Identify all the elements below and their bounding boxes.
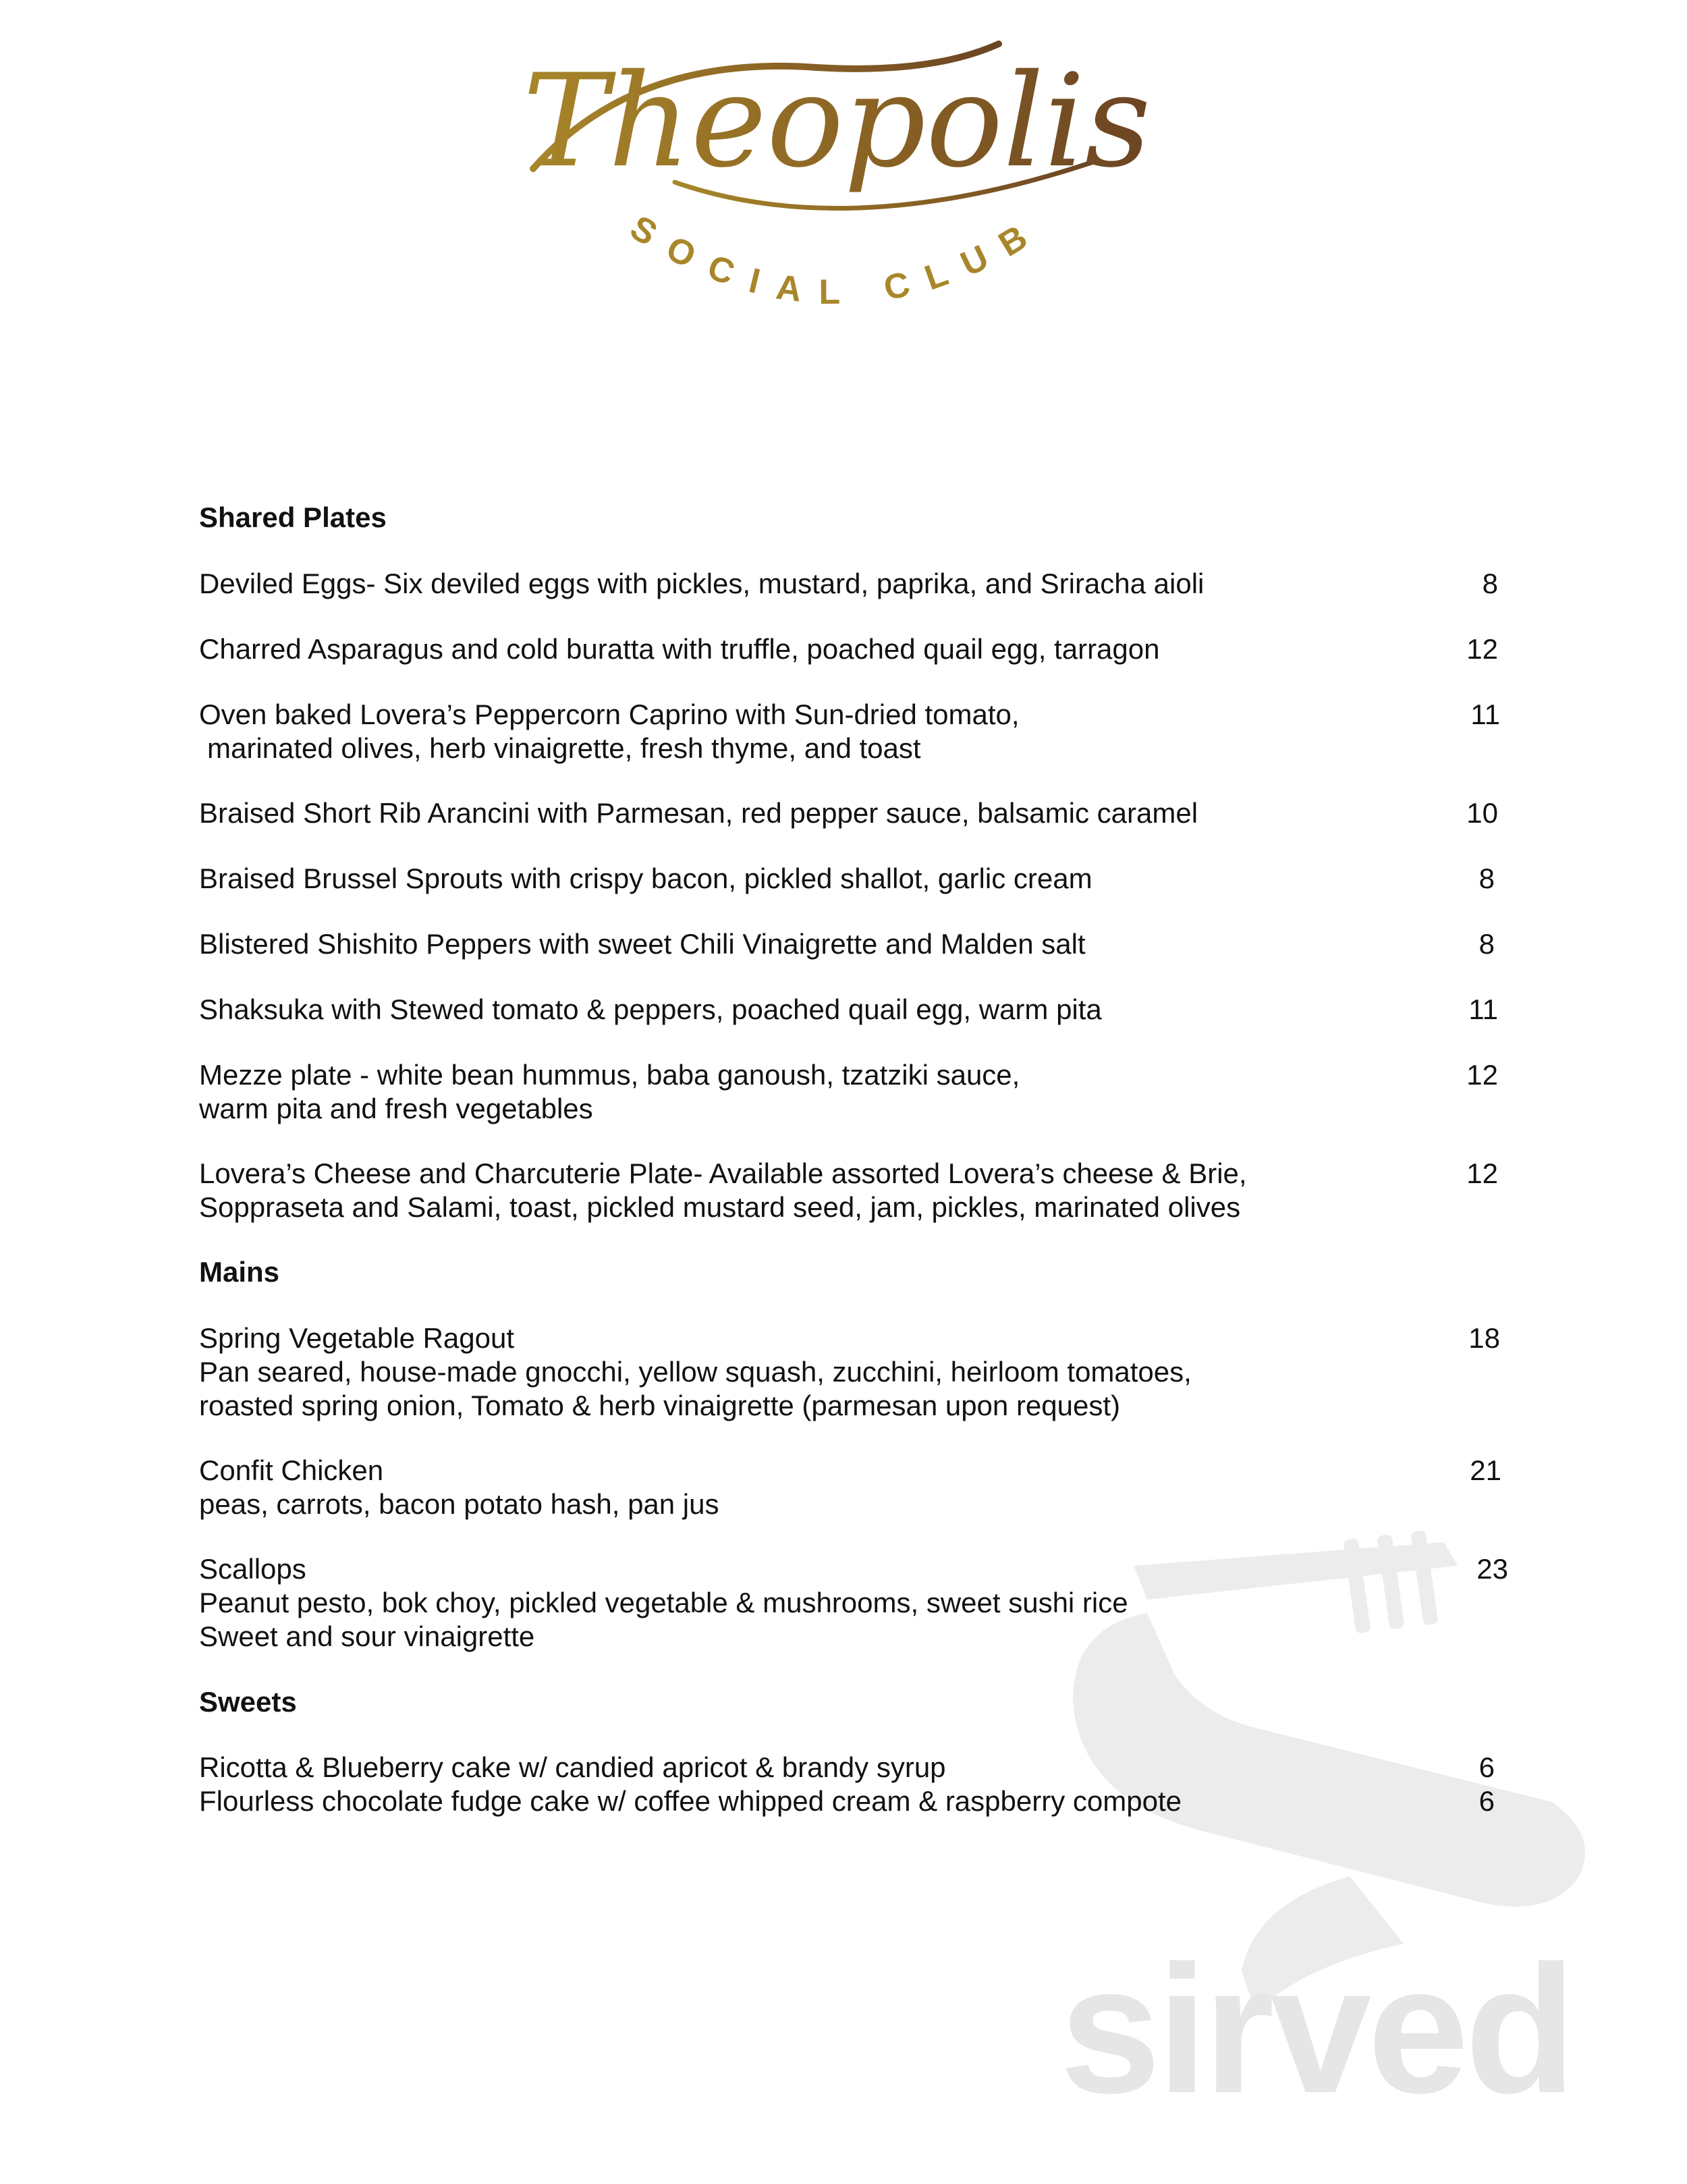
menu-item-description: marinated olives, herb vinaigrette, fresh thyme, and toast — [207, 732, 921, 764]
menu-item-price: 10 — [1466, 797, 1498, 829]
menu-item-name: Charred Asparagus and cold buratta with truffle, poached quail egg, tarragon — [199, 633, 1160, 665]
menu-item-price: 23 — [1476, 1553, 1508, 1585]
menu-item-price: 12 — [1466, 1157, 1498, 1189]
menu-item-price: 8 — [1478, 928, 1495, 960]
menu-item-name: Braised Short Rib Arancini with Parmesan, red pepper sauce, balsamic caramel — [199, 797, 1198, 829]
menu-item-description: Pan seared, house-made gnocchi, yellow squash, zucchini, heirloom tomatoes, — [199, 1356, 1192, 1388]
menu-item-description: roasted spring onion, Tomato & herb vinaigrette (parmesan upon request) — [199, 1390, 1121, 1421]
brand-name: Theopolis — [522, 47, 1151, 196]
menu-item-name: Blistered Shishito Peppers with sweet Chili Vinaigrette and Malden salt — [199, 928, 1086, 960]
menu-item-price: 6 — [1478, 1785, 1495, 1817]
menu-item-description: Peanut pesto, bok choy, pickled vegetable & mushrooms, sweet sushi rice — [199, 1587, 1128, 1618]
menu-item-name: Flourless chocolate fudge cake w/ coffee whipped cream & raspberry compote — [199, 1785, 1182, 1817]
menu-item-description: warm pita and fresh vegetables — [199, 1093, 593, 1124]
menu-item-description: Soppraseta and Salami, toast, pickled mustard seed, jam, pickles, marinated olives — [199, 1191, 1241, 1223]
brand-subtitle: SOCIAL CLUB — [623, 208, 1051, 312]
section-title-mains: Mains — [199, 1256, 280, 1288]
menu-item-name: Ricotta & Blueberry cake w/ candied apricot & brandy syrup — [199, 1751, 946, 1783]
menu-item-price: 8 — [1482, 568, 1498, 599]
menu-item-price: 18 — [1468, 1322, 1500, 1354]
menu-item-name: Scallops — [199, 1553, 306, 1585]
menu-item-price: 21 — [1470, 1454, 1501, 1486]
menu-item-description: peas, carrots, bacon potato hash, pan jus — [199, 1488, 719, 1520]
menu-item-price: 12 — [1466, 633, 1498, 665]
watermark-text: sirved — [1059, 1928, 1572, 2119]
menu-item-name: Mezze plate - white bean hummus, baba ganoush, tzatziki sauce, — [199, 1059, 1020, 1091]
menu-item-price: 11 — [1470, 699, 1500, 730]
menu-item-description: Sweet and sour vinaigrette — [199, 1620, 535, 1652]
menu-item-name: Spring Vegetable Ragout — [199, 1322, 515, 1354]
section-title-shared: Shared Plates — [199, 501, 387, 533]
theopolis-logo — [513, 27, 1161, 344]
menu-item-name: Lovera’s Cheese and Charcuterie Plate- Available assorted Lovera’s cheese & Brie, — [199, 1157, 1247, 1189]
menu-item-price: 12 — [1466, 1059, 1498, 1091]
menu-item-name: Confit Chicken — [199, 1454, 384, 1486]
menu-item-name: Deviled Eggs- Six deviled eggs with pickles, mustard, paprika, and Sriracha aioli — [199, 568, 1205, 599]
menu-item-price: 6 — [1478, 1751, 1495, 1783]
section-title-sweets: Sweets — [199, 1686, 297, 1718]
menu-item-price: 11 — [1468, 993, 1498, 1025]
menu-item-name: Oven baked Lovera’s Peppercorn Caprino with Sun-dried tomato, — [199, 699, 1020, 730]
menu-item-name: Braised Brussel Sprouts with crispy bacon, pickled shallot, garlic cream — [199, 863, 1093, 894]
menu-item-name: Shaksuka with Stewed tomato & peppers, poached quail egg, warm pita — [199, 993, 1102, 1025]
menu-item-price: 8 — [1478, 863, 1495, 894]
